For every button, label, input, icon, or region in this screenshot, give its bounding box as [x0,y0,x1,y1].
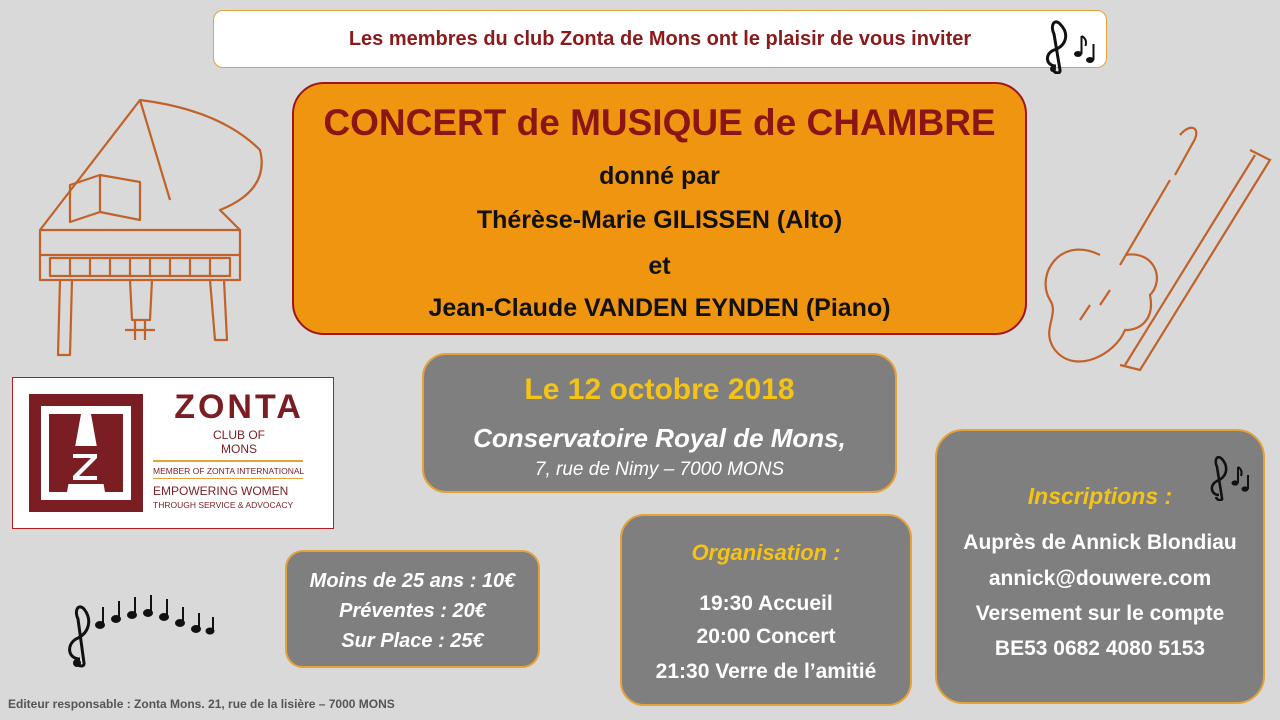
venue-address: 7, rue de Nimy – 7000 MONS [534,459,785,480]
schedule-drinks: 21:30 Verre de l’amitié [655,660,877,683]
schedule-welcome: 19:30 Accueil [699,592,833,615]
event-date: Le 12 octobre 2018 [524,373,795,406]
zonta-logo [12,377,334,529]
logo-tagline-2: THROUGH SERVICE & ADVOCACY [153,500,294,510]
performer-alto: Thérèse-Marie GILISSEN (Alto) [476,206,843,234]
invitation-banner [213,10,1107,68]
conjunction-text: et [648,252,671,280]
inscriptions-contact: Auprès de Annick Blondiau [963,531,1237,554]
violin-icon [1030,115,1280,380]
price-under-25: Moins de 25 ans : 10€ [309,570,516,592]
organisation-box [620,514,912,706]
schedule-concert: 20:00 Concert [696,625,836,648]
piano-icon [20,80,280,370]
logo-tagline-1: EMPOWERING WOMEN [153,484,289,498]
logo-club-line-1: CLUB OF [212,428,265,442]
inscriptions-payment: Versement sur le compte [975,602,1225,625]
logo-member-line: MEMBER OF ZONTA INTERNATIONAL [153,466,305,476]
music-clef-icon [1036,14,1098,74]
inscriptions-iban: BE53 0682 4080 5153 [994,637,1206,660]
concert-title: CONCERT de MUSIQUE de CHAMBRE [323,102,996,143]
inscriptions-title: Inscriptions : [1027,483,1173,509]
logo-divider [153,460,303,462]
music-notes-icon [60,575,220,670]
concert-title-box [292,82,1027,335]
organisation-title: Organisation : [691,540,841,565]
footer-publisher-note: Editeur responsable : Zonta Mons. 21, rue de la lisière – 7000 MONS [8,697,395,711]
given-by-text: donné par [599,162,720,190]
logo-divider-2 [153,478,303,479]
inscriptions-box [935,429,1265,704]
inscriptions-email[interactable]: annick@douwere.com [988,567,1212,590]
invitation-text: Les membres du club Zonta de Mons ont le plaisir de vous inviter [348,27,972,50]
price-on-site: Sur Place : 25€ [341,630,484,652]
logo-club-line-2: MONS [221,442,257,456]
prices-box [285,550,540,668]
venue-name: Conservatoire Royal de Mons, [473,423,846,453]
performer-piano: Jean-Claude VANDEN EYNDEN (Piano) [428,294,891,322]
event-details-box [422,353,897,493]
price-presale: Préventes : 20€ [339,600,486,622]
logo-name: ZONTA [174,388,304,426]
zonta-logo-icon [27,392,145,514]
